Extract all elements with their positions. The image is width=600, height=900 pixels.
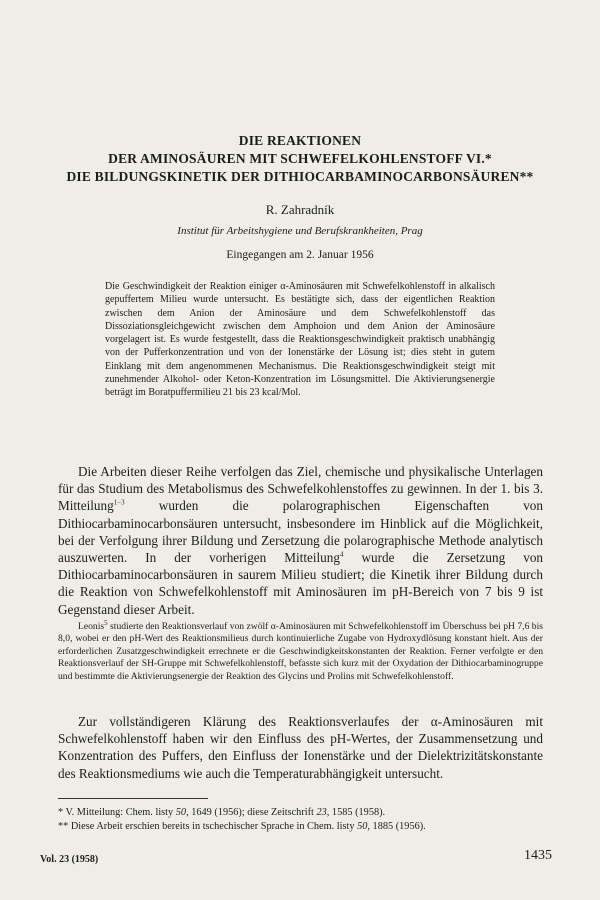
footnote-1-text-b: , 1649 (1956); diese Zeitschrift (186, 807, 317, 818)
p2-text-b: studierte den Reaktionsverlauf von zwölf α-Aminosäuren mit Schwefelkohlenstoff im Überschuss bei pH 7,6 bis 8,0, wobei er den pH-Wert des Reaktionsmilieus durch kontinuierliche Zugabe von Hydroxydlösung konstant hielt. Aus der erforderlichen Zusatzgeschwindigkeit errechnete er die Geschwindigkeitskonstanten der Reaktion. Ferner verfolgte er den Reaktionsverlauf der SH-Gruppe mit Schwefelkohlenstoff, befasste sich kurz mit der Oxydation der Dithiocarbaminogruppe und bestimmte die Aktivierungsenergie der Reaktion des Glycins und Prolins mit Schwefelkohlenstoff. (58, 621, 543, 682)
citation-1-3: 1−3 (113, 499, 125, 508)
footnote-2-text-a: Diese Arbeit erschien bereits in tschechischer Sprache in Chem. listy (70, 821, 358, 832)
citation-4: 4 (339, 550, 344, 559)
footnote-2-vol: 50 (357, 821, 368, 832)
footnote-2 (58, 820, 543, 833)
citation-5: 5 (104, 618, 108, 627)
p2-text-a: Leonis (78, 621, 105, 632)
p1-text-a: Die Arbeiten dieser Reihe verfolgen das Ziel, chemische und physikalische Unterlagen für das Studium des Metabolismus des Schwefelkohlenstoffes zu gewinnen. In der 1. bis 3. Mitteilung (58, 464, 543, 514)
footnote-1-text-c: , 1585 (1958). (326, 807, 386, 818)
footnote-1-mark: * (58, 807, 64, 818)
footnote-1-text-a: V. Mitteilung: Chem. listy (65, 807, 176, 818)
article-title (40, 132, 560, 186)
p1-text-c: wurde die Zersetzung von Dithiocarbaminocarbonsäuren in saurem Milieu studiert; die Kinetik ihrer Bildung durch die Reaktion von Schwefelkohlenstoff mit Aminosäuren im pH-Bereich von 7 bis 9 ist Gegenstand dieser Arbeit. (58, 550, 544, 617)
body-paragraph-2 (58, 618, 543, 683)
title-line-1: DIE REAKTIONEN (238, 133, 362, 148)
p3-text: Zur vollständigeren Klärung des Reaktionsverlaufes der α-Aminosäuren mit Schwefelkohlenstoff haben wir den Einfluss des pH-Wertes, der Zusammensetzung und Konzentration des Puffers, den Einfluss der Ionenstärke und der Dielektrizitätskonstante des Reaktionsmediums wie auch die Temperaturabhängigkeit untersucht. (58, 714, 543, 781)
received-date: Eingegangen am 2. Januar 1956 (226, 249, 374, 261)
title-line-2: DER AMINOSÄUREN MIT SCHWEFELKOHLENSTOFF VI.* (108, 151, 492, 166)
footnote-2-text-b: , 1885 (1956). (367, 821, 426, 832)
footnote-1 (58, 806, 543, 819)
footnote-2-mark: ** (58, 821, 69, 832)
body-paragraph-3 (58, 713, 543, 782)
title-line-3: DIE BILDUNGSKINETIK DER DITHIOCARBAMINOCARBONSÄUREN** (66, 169, 534, 184)
footnote-1-vol-2: 23 (316, 807, 327, 818)
body-paragraph-1 (58, 463, 543, 618)
author-name: R. Zahradník (265, 202, 335, 217)
p1-text-b: wurden die polarographischen Eigenschaften von Dithiocarbaminocarbonsäuren untersucht, insbesondere im Hinblick auf die Möglichkeit, bei der Verfolgung ihrer Bildung und Zersetzung die polarographische Methode analytisch auszuwerten. In der vorherigen Mitteilung (58, 498, 543, 566)
page-number: 1435 (524, 848, 552, 863)
footnote-divider (58, 798, 208, 799)
footnote-1-vol-1: 50 (175, 807, 187, 818)
author-institution: Institut für Arbeitshygiene und Berufskrankheiten, Prag (177, 225, 423, 237)
abstract: Die Geschwindigkeit der Reaktion einiger α-Aminosäuren mit Schwefelkohlenstoff in alkalisch gepuffertem Milieu wurde untersucht. Es bestätigte sich, dass der eigentlichen Reaktion zwischen dem Anion der Aminosäure und dem Schwefelkohlenstoff das Dissoziationsgleichgewicht zwischen dem Amphoion und dem Anion der Aminosäure vorgelagert ist. Es wurde festgestellt, dass die Reaktionsgeschwindigkeit praktisch unabhängig von der Pufferkonzentration und von der Ionenstärke der Lösung ist; dies steht in gutem Einklang mit dem angenommenen Mechanismus. Die Reaktionsgeschwindigkeit steigt mit zunehmender Alkohol- oder Keton-Konzentration im Lösungsmittel. Die Aktivierungsenergie beträgt im Boratpuffermilieu 21 bis 23 kcal/Mol. (105, 281, 495, 399)
journal-volume: Vol. 23 (1958) (40, 854, 99, 865)
